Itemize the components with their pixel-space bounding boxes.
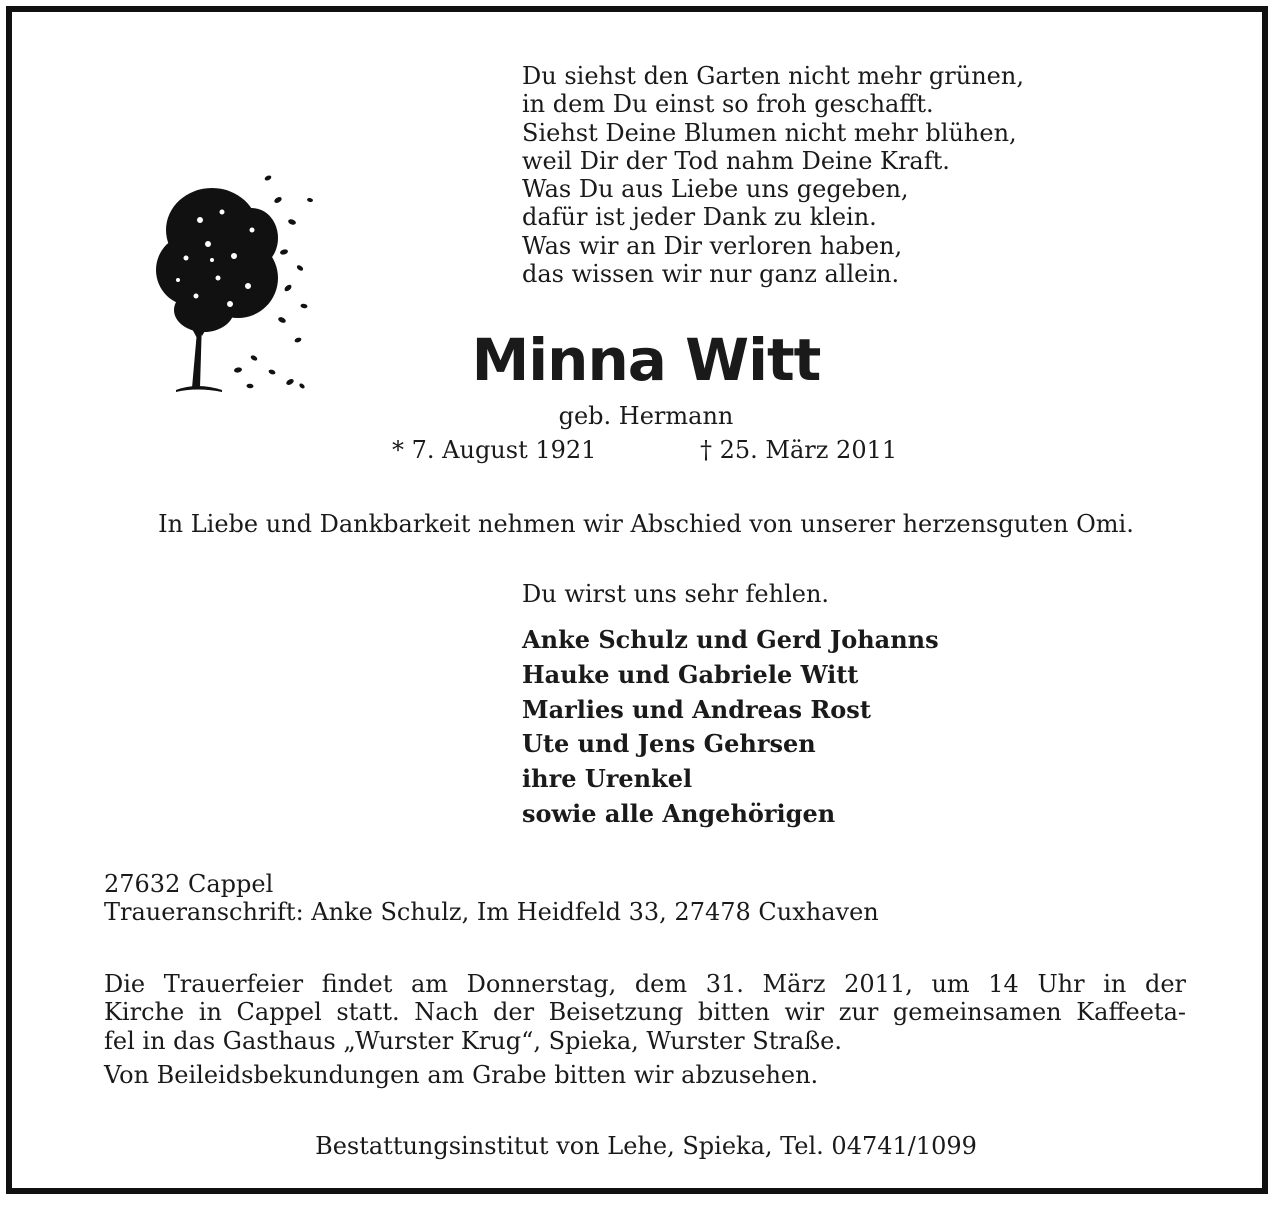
mourner: Anke Schulz und Gerd Johanns [522, 625, 939, 654]
mourner: Marlies und Andreas Rost [522, 694, 871, 724]
poem-line: Siehst Deine Blumen nicht mehr blühen, [522, 118, 1017, 147]
mourner: sowie alle Angehörigen [522, 798, 836, 828]
service-info [104, 970, 1186, 1055]
farewell-text: In Liebe und Dankbarkeit nehmen wir Abschied von unserer herzensguten Omi. [158, 510, 1134, 538]
address-block [104, 870, 879, 927]
poem-line: in dem Du einst so froh geschafft. [522, 90, 934, 119]
birth-date: * 7. August 1921 [392, 436, 597, 464]
obituary-notice [6, 6, 1268, 1194]
poem-line: Was Du aus Liebe uns gegeben, [522, 175, 909, 204]
poem-line: weil Dir der Tod nahm Deine Kraft. [522, 146, 950, 175]
mourning-address: Traueranschrift: Anke Schulz, Im Heidfeld 33, 27478 Cuxhaven [104, 898, 879, 927]
mourner: Ute und Jens Gehrsen [522, 729, 816, 759]
mourners-list [522, 623, 939, 832]
poem-line: Was wir an Dir verloren haben, [522, 231, 903, 260]
poem-line: Du siehst den Garten nicht mehr grünen, [522, 62, 1024, 90]
deceased-name: Minna Witt [471, 326, 821, 394]
miss-line: Du wirst uns sehr fehlen. [522, 580, 830, 608]
service-line: Kirche in Cappel statt. Nach der Beisetzung bitten wir zur gemeinsamen Kaffeeta- [104, 998, 1186, 1027]
condolence-note: Von Beileidsbekundungen am Grabe bitten wir abzusehen. [104, 1061, 819, 1089]
mourner: Hauke und Gabriele Witt [522, 659, 859, 689]
service-line: Die Trauerfeier findet am Donnerstag, dem 31. März 2011, um 14 Uhr in der [104, 970, 1186, 998]
service-line: fel in das Gasthaus „Wurster Krug“, Spieka, Wurster Straße. [104, 1026, 843, 1055]
undertaker-info: Bestattungsinstitut von Lehe, Spieka, Tel. 04741/1099 [315, 1132, 977, 1160]
place: 27632 Cappel [104, 870, 274, 898]
maiden-name: geb. Hermann [558, 402, 734, 430]
poem-line: das wissen wir nur ganz allein. [522, 260, 900, 289]
death-date: † 25. März 2011 [700, 436, 898, 464]
poem [522, 62, 1024, 288]
mourner: ihre Urenkel [522, 764, 693, 794]
poem-line: dafür ist jeder Dank zu klein. [522, 203, 877, 232]
